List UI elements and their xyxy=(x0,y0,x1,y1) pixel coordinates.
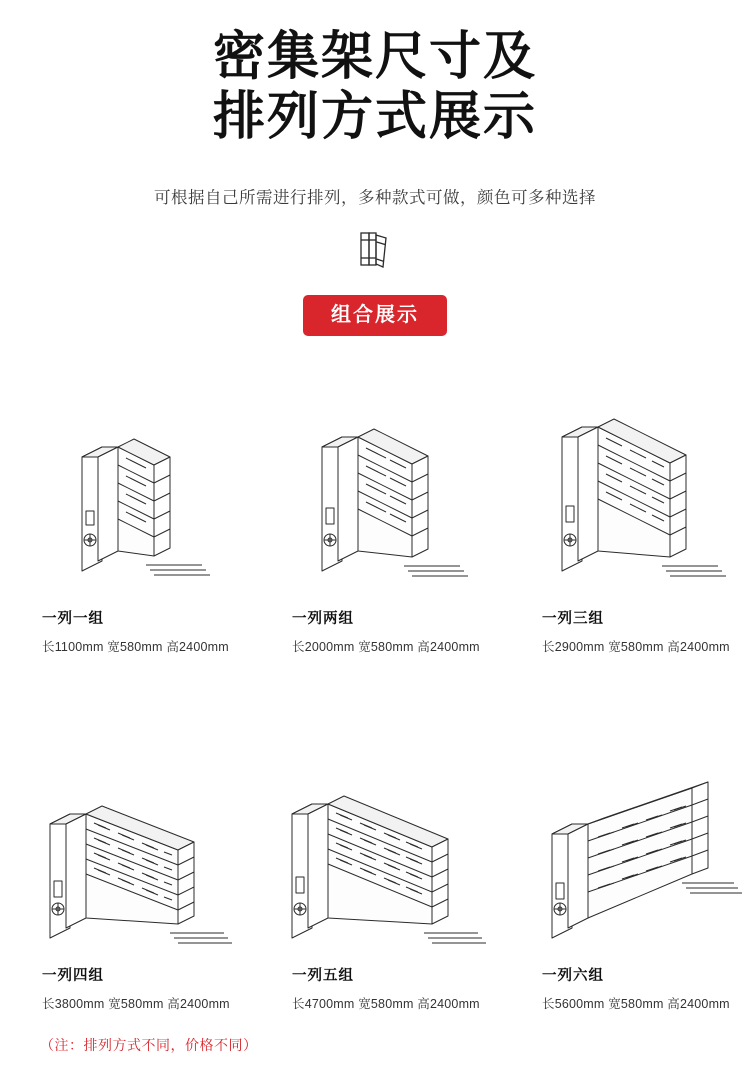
product-dims-4: 长3800mm 宽580mm 高2400mm xyxy=(42,997,230,1011)
product-grid xyxy=(0,380,750,1012)
section-badge-wrap xyxy=(0,295,750,336)
product-dims-3: 长2900mm 宽580mm 高2400mm xyxy=(542,640,730,654)
product-cell-1[interactable] xyxy=(0,380,250,655)
shelf-illustration-5 xyxy=(292,737,496,962)
shelf-illustration-1 xyxy=(42,380,246,605)
section-badge: 组合展示 xyxy=(303,295,447,336)
books-icon-wrap xyxy=(0,230,750,275)
product-cell-6[interactable] xyxy=(500,737,750,1012)
page-title-line-1: 密集架尺寸及 xyxy=(212,28,537,86)
shelf-illustration-6 xyxy=(542,737,746,962)
product-title-3: 一列三组 xyxy=(542,611,604,627)
page-title xyxy=(0,28,750,148)
product-dims-5: 长4700mm 宽580mm 高2400mm xyxy=(292,997,480,1011)
product-title-5: 一列五组 xyxy=(292,968,354,984)
product-row-2 xyxy=(0,737,750,1012)
product-cell-4[interactable] xyxy=(0,737,250,1012)
product-dims-2: 长2000mm 宽580mm 高2400mm xyxy=(292,640,480,654)
page-header xyxy=(0,0,750,336)
product-cell-2[interactable] xyxy=(250,380,500,655)
product-cell-5[interactable] xyxy=(250,737,500,1012)
product-title-1: 一列一组 xyxy=(42,611,104,627)
product-title-6: 一列六组 xyxy=(542,968,604,984)
books-icon xyxy=(352,230,398,275)
page-title-line-2: 排列方式展示 xyxy=(212,87,537,146)
product-title-2: 一列两组 xyxy=(292,611,354,627)
price-note: （注：排列方式不同，价格不同） xyxy=(40,1037,258,1053)
shelf-illustration-3 xyxy=(542,380,746,605)
product-dims-1: 长1100mm 宽580mm 高2400mm xyxy=(42,640,229,654)
product-row-1 xyxy=(0,380,750,655)
product-cell-3[interactable] xyxy=(500,380,750,655)
product-dims-6: 长5600mm 宽580mm 高2400mm xyxy=(542,997,730,1011)
shelf-illustration-2 xyxy=(292,380,496,605)
shelf-illustration-4 xyxy=(42,737,246,962)
page-subtitle: 可根据自己所需进行排列，多种款式可做，颜色可多种选择 xyxy=(154,188,596,207)
product-title-4: 一列四组 xyxy=(42,968,104,984)
